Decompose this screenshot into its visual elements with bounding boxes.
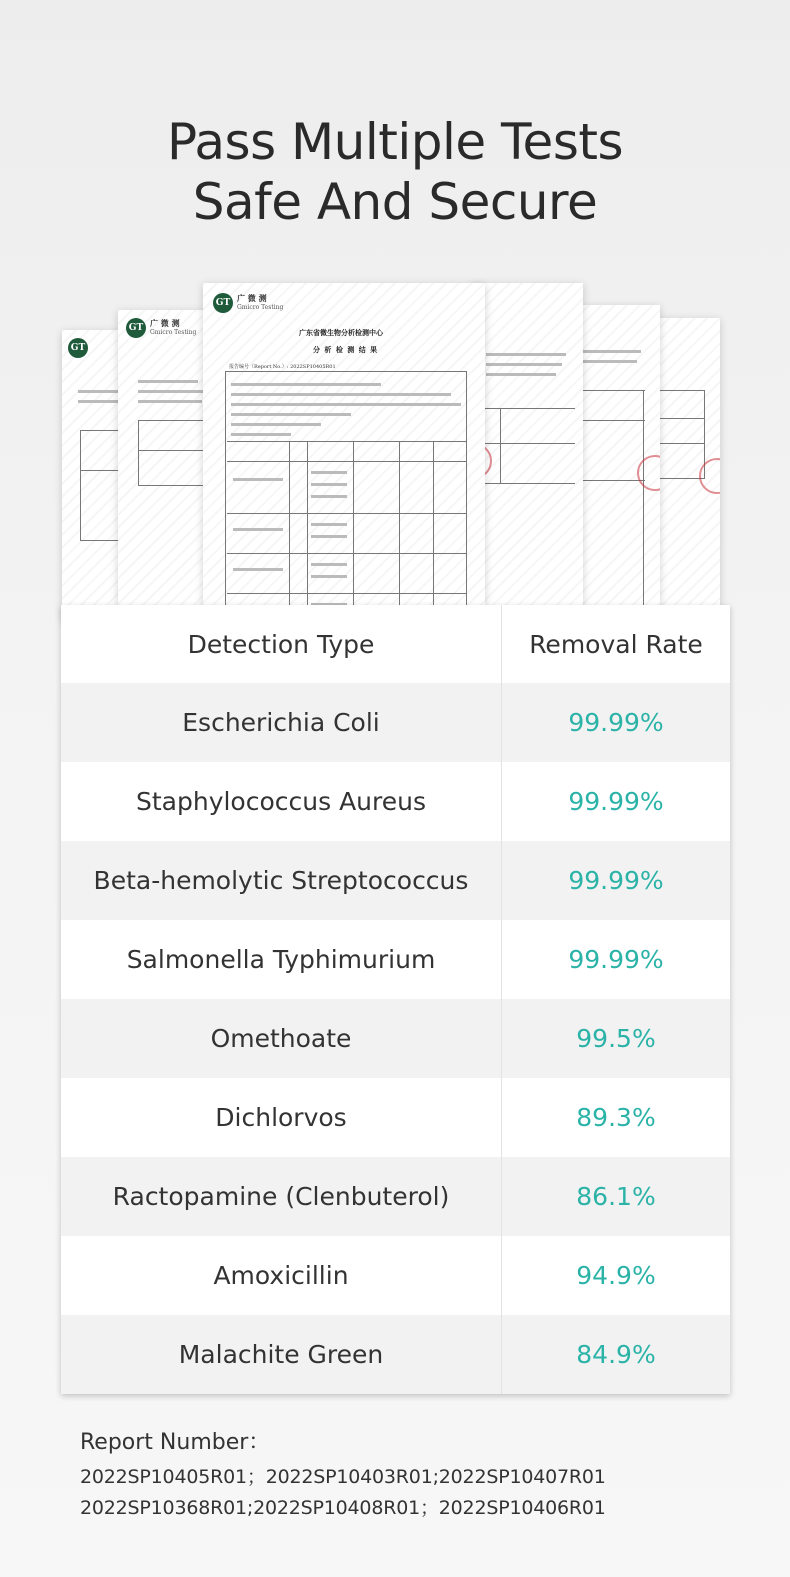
removal-rate-cell: 99.5%	[576, 1024, 656, 1053]
logo-icon: GT	[68, 338, 88, 358]
detection-type-cell: Amoxicillin	[61, 1236, 502, 1315]
removal-rate-cell: 89.3%	[576, 1103, 656, 1132]
report-number-line-2: 2022SP10368R01;2022SP10408R01；2022SP10406R01	[80, 1497, 606, 1519]
detection-type-cell: Beta-hemolytic Streptococcus	[61, 841, 502, 920]
header-detection-type: Detection Type	[61, 605, 502, 683]
removal-rate-cell: 84.9%	[576, 1340, 656, 1369]
removal-rate-cell: 86.1%	[576, 1182, 656, 1211]
report-title: 广东省微生物分析检测中心	[299, 328, 383, 337]
removal-rate-cell: 99.99%	[568, 866, 664, 895]
table-row	[61, 1078, 730, 1157]
table-row	[61, 1315, 730, 1394]
report-document-far-right	[655, 318, 720, 620]
report-document-right	[575, 305, 660, 620]
detection-type-cell: Malachite Green	[61, 1315, 502, 1394]
detection-type-cell: Ractopamine (Clenbuterol)	[61, 1157, 502, 1236]
report-number-label: Report Number：	[80, 1430, 271, 1455]
report-document-left: GT 广 微 测 Gmicro Testing	[118, 310, 218, 620]
report-document-center-right	[470, 283, 583, 620]
table-row	[61, 999, 730, 1078]
report-subtitle: 分 析 检 测 结 果	[313, 345, 379, 354]
table-row	[61, 841, 730, 920]
removal-rate-cell: 99.99%	[568, 945, 664, 974]
table-row	[61, 1157, 730, 1236]
table-row	[61, 920, 730, 999]
table-row	[61, 683, 730, 762]
report-number-line-1: 2022SP10405R01；2022SP10403R01;2022SP10407R01	[80, 1466, 606, 1488]
logo-icon: GT	[126, 318, 146, 338]
detection-type-cell: Omethoate	[61, 999, 502, 1078]
detection-type-cell: Staphylococcus Aureus	[61, 762, 502, 841]
table-row	[61, 1236, 730, 1315]
removal-rate-cell: 94.9%	[576, 1261, 656, 1290]
report-number-small: 报告编号（Report No.）: 2022SP10405R01	[229, 364, 336, 370]
report-numbers	[80, 1428, 606, 1524]
report-document-main: GT 广 微 测 Gmicro Testing 广东省微生物分析检测中心 分 析 检 测 结 果 报告编号（Report No.）: 2022SP10405R01	[203, 283, 485, 620]
headline-line-1: Pass Multiple Tests	[166, 113, 624, 171]
detection-type-cell: Escherichia Coli	[61, 683, 502, 762]
removal-rate-cell: 99.99%	[568, 708, 664, 737]
logo-icon: GT	[213, 293, 233, 313]
test-report-documents	[0, 0, 790, 620]
detection-type-cell: Salmonella Typhimurium	[61, 920, 502, 999]
removal-rate-table	[61, 605, 730, 1394]
headline-line-2: Safe And Secure	[192, 173, 598, 231]
header-removal-rate: Removal Rate	[529, 629, 703, 659]
removal-rate-cell: 99.99%	[568, 787, 664, 816]
detection-type-cell: Dichlorvos	[61, 1078, 502, 1157]
table-row	[61, 762, 730, 841]
table-header-row	[61, 605, 730, 683]
